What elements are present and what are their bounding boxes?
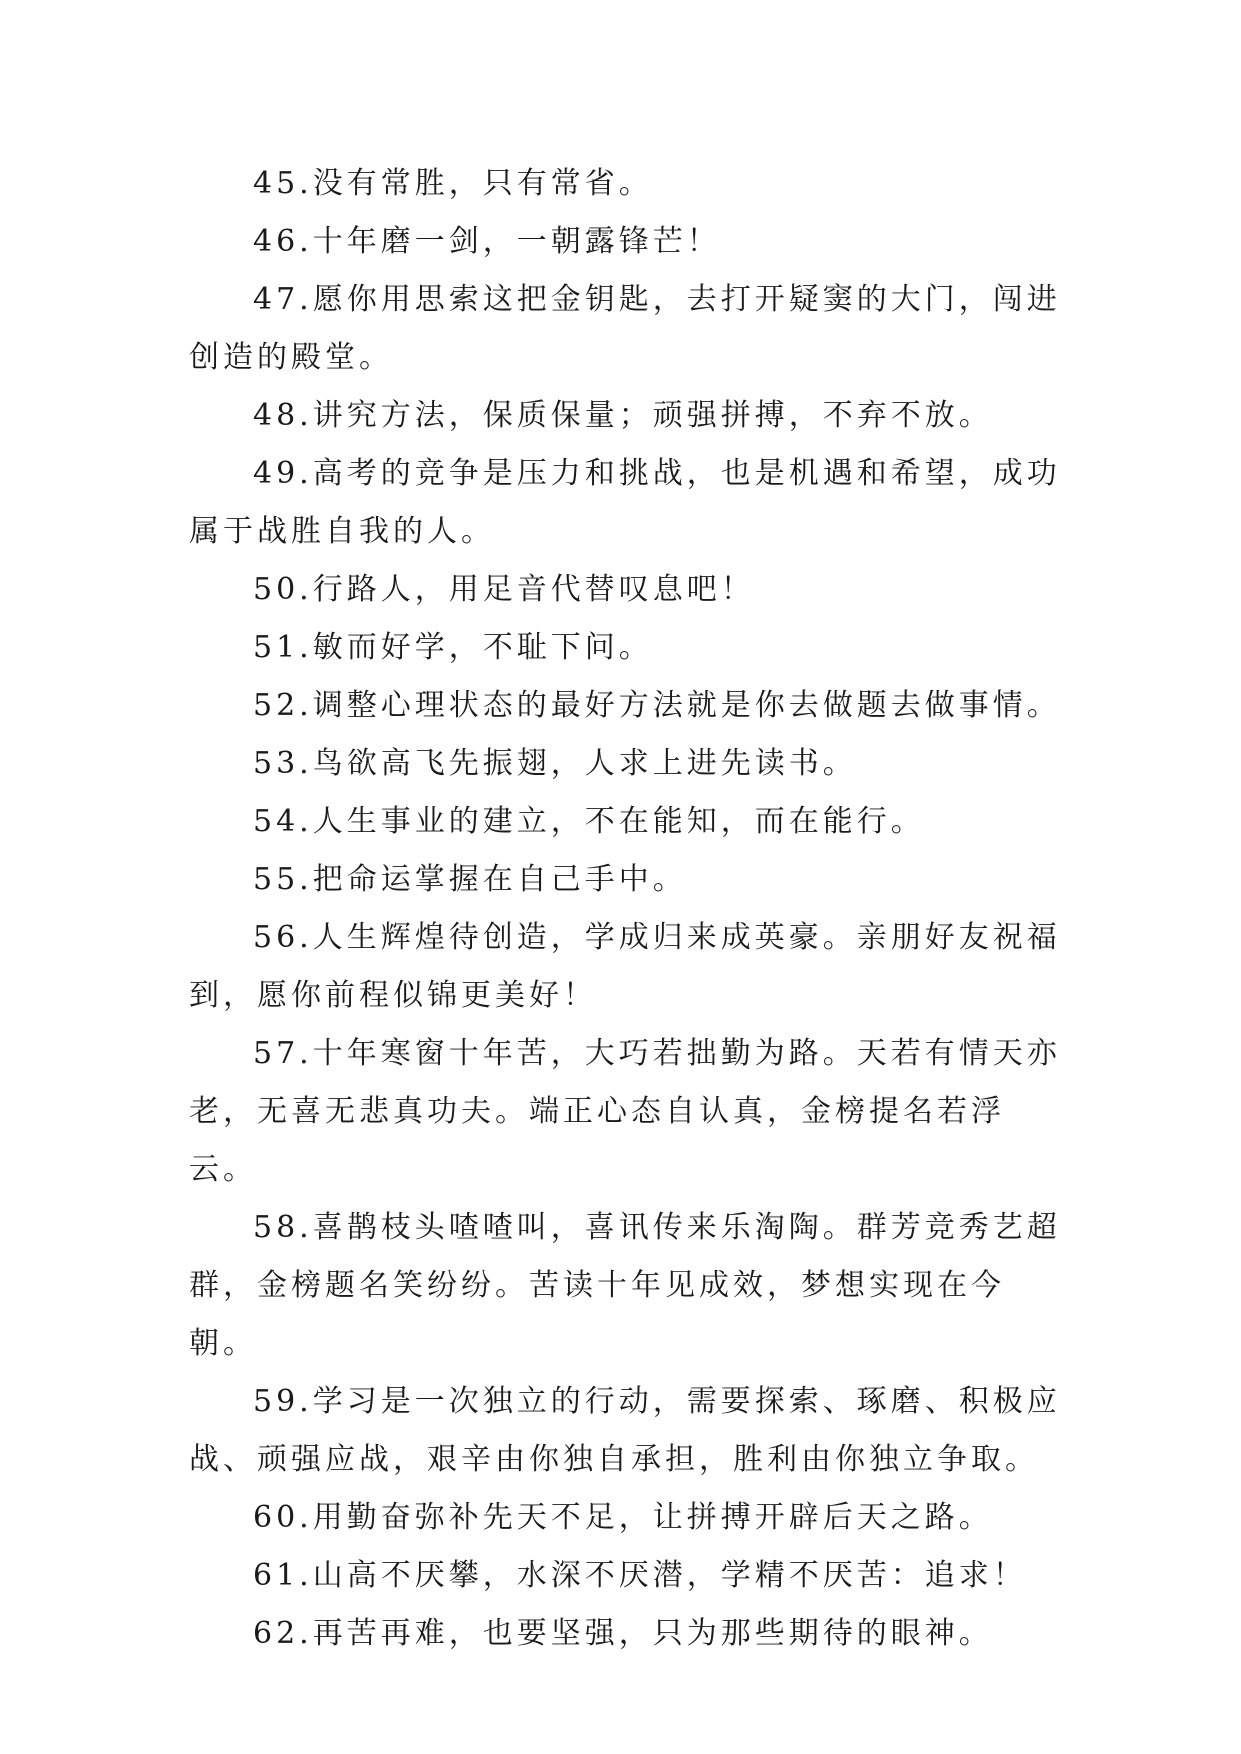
quote-item: 59.学习是一次独立的行动，需要探索、琢磨、积极应战、顽强应战，艰辛由你独自承担，胜利由你独立争取。 (189, 1384, 1061, 1477)
quote-item: 45.没有常胜，只有常省。 (253, 166, 653, 201)
quote-list (189, 155, 1069, 1663)
quote-item: 46.十年磨一剑，一朝露锋芒！ (253, 224, 721, 259)
quote-item: 60.用勤奋弥补先天不足，让拼搏开辟后天之路。 (253, 1500, 993, 1535)
quote-item: 48.讲究方法，保质保量；顽强拼搏，不弃不放。 (253, 398, 993, 433)
quote-item: 53.鸟欲高飞先振翅，人求上进先读书。 (253, 746, 857, 781)
quote-item: 56.人生辉煌待创造，学成归来成英豪。亲朋好友祝福到，愿你前程似锦更美好！ (189, 920, 1061, 1013)
quote-item: 51.敏而好学，不耻下问。 (253, 630, 653, 665)
quote-item: 62.再苦再难，也要坚强，只为那些期待的眼神。 (253, 1616, 993, 1651)
quote-item: 57.十年寒窗十年苦，大巧若拙勤为路。天若有情天亦老，无喜无悲真功夫。端正心态自认真，金榜提名若浮云。 (189, 1036, 1061, 1187)
quote-item: 61.山高不厌攀，水深不厌潜，学精不厌苦：追求！ (253, 1558, 1027, 1593)
quote-item: 52.调整心理状态的最好方法就是你去做题去做事情。 (253, 688, 1061, 723)
quote-item: 58.喜鹊枝头喳喳叫，喜讯传来乐淘陶。群芳竞秀艺超群，金榜题名笑纷纷。苦读十年见成效，梦想实现在今朝。 (189, 1210, 1061, 1361)
quote-item: 55.把命运掌握在自己手中。 (253, 862, 687, 897)
quote-item: 50.行路人，用足音代替叹息吧！ (253, 572, 755, 607)
quote-item: 54.人生事业的建立，不在能知，而在能行。 (253, 804, 925, 839)
quote-item: 47.愿你用思索这把金钥匙，去打开疑窦的大门，闯进创造的殿堂。 (189, 282, 1061, 375)
quote-item: 49.高考的竞争是压力和挑战，也是机遇和希望，成功属于战胜自我的人。 (189, 456, 1061, 549)
